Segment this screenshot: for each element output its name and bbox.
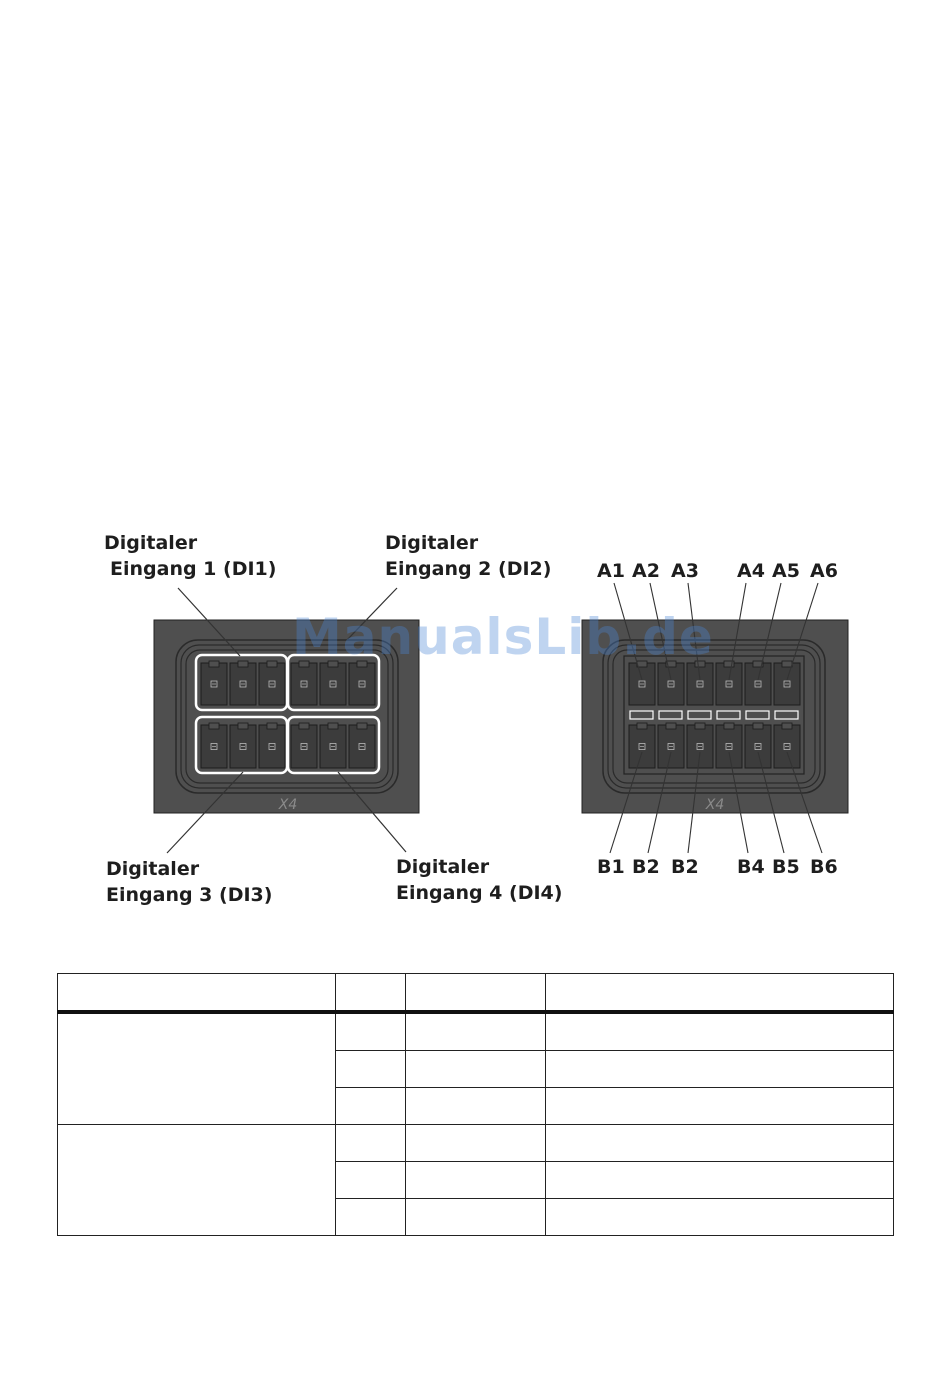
terminal-a6 bbox=[774, 661, 800, 705]
pin-label-a1: A1 bbox=[597, 560, 625, 582]
pin-label-a6: A6 bbox=[810, 560, 838, 582]
pin-label-b6: B6 bbox=[810, 856, 838, 878]
table-cell bbox=[336, 1162, 406, 1199]
table-header-cell bbox=[406, 974, 546, 1013]
terminal-bottom-3 bbox=[259, 723, 285, 768]
terminal-top-2 bbox=[230, 661, 256, 705]
terminal-top-3 bbox=[259, 661, 285, 705]
pin-label-a2: A2 bbox=[632, 560, 660, 582]
table-cell bbox=[336, 1125, 406, 1162]
table-cell bbox=[546, 1199, 894, 1236]
terminal-b6 bbox=[774, 723, 800, 768]
table-cell bbox=[406, 1199, 546, 1236]
terminal-bottom-1 bbox=[201, 723, 227, 768]
terminal-top-4 bbox=[291, 661, 317, 705]
terminal-bottom-4 bbox=[291, 723, 317, 768]
pin-label-b1: B1 bbox=[597, 856, 625, 878]
terminal-a4 bbox=[716, 661, 742, 705]
pin-label-a3: A3 bbox=[671, 560, 699, 582]
terminal-bottom-6 bbox=[349, 723, 375, 768]
table-cell bbox=[546, 1051, 894, 1088]
table-cell bbox=[406, 1162, 546, 1199]
terminal-b2 bbox=[658, 723, 684, 768]
pin-label-b2: B2 bbox=[632, 856, 660, 878]
table-header-cell bbox=[58, 974, 336, 1013]
right-connector-mark: X4 bbox=[705, 797, 725, 813]
pin-label-b4: B4 bbox=[737, 856, 765, 878]
terminal-b1 bbox=[629, 723, 655, 768]
pin-label-b5: B5 bbox=[772, 856, 800, 878]
table-cell bbox=[336, 1051, 406, 1088]
terminal-a1 bbox=[629, 661, 655, 705]
table-cell bbox=[546, 1088, 894, 1125]
label-di1-line2: Eingang 1 (DI1) bbox=[110, 558, 277, 580]
group-cell bbox=[58, 1012, 336, 1125]
table-cell bbox=[546, 1012, 894, 1051]
terminal-a2 bbox=[658, 661, 684, 705]
terminal-a5 bbox=[745, 661, 771, 705]
pin-label-b3: B2 bbox=[671, 856, 699, 878]
table-cell bbox=[336, 1088, 406, 1125]
table-cell bbox=[406, 1125, 546, 1162]
table-cell bbox=[546, 1162, 894, 1199]
terminal-b4 bbox=[716, 723, 742, 768]
table-cell bbox=[546, 1125, 894, 1162]
table-cell bbox=[406, 1088, 546, 1125]
terminal-bottom-2 bbox=[230, 723, 256, 768]
pin-label-a4: A4 bbox=[737, 560, 765, 582]
terminal-a3 bbox=[687, 661, 713, 705]
table-cell bbox=[406, 1051, 546, 1088]
terminal-top-6 bbox=[349, 661, 375, 705]
terminal-top-1 bbox=[201, 661, 227, 705]
table-cell bbox=[336, 1012, 406, 1051]
table-row bbox=[58, 1012, 894, 1051]
label-di2-line2: Eingang 2 (DI2) bbox=[385, 558, 552, 580]
label-di4-line2: Eingang 4 (DI4) bbox=[396, 882, 563, 904]
left-connector-mark: X4 bbox=[278, 797, 298, 813]
label-di4-line1: Digitaler bbox=[396, 856, 490, 878]
pin-assignment-table bbox=[57, 973, 894, 1236]
terminal-top-5 bbox=[320, 661, 346, 705]
terminal-b3 bbox=[687, 723, 713, 768]
label-di3-line2: Eingang 3 (DI3) bbox=[106, 884, 273, 906]
terminal-bottom-5 bbox=[320, 723, 346, 768]
table-header-cell bbox=[336, 974, 406, 1013]
table-header-cell bbox=[546, 974, 894, 1013]
table-cell bbox=[336, 1199, 406, 1236]
table-cell bbox=[406, 1012, 546, 1051]
terminal-b5 bbox=[745, 723, 771, 768]
table-header-row bbox=[58, 974, 894, 1013]
pin-label-a5: A5 bbox=[772, 560, 800, 582]
label-di3-line1: Digitaler bbox=[106, 858, 200, 880]
table-row bbox=[58, 1125, 894, 1162]
watermark: ManualsLib.de bbox=[292, 608, 714, 666]
label-di1-line1: Digitaler bbox=[104, 532, 198, 554]
label-di2-line1: Digitaler bbox=[385, 532, 479, 554]
group-cell bbox=[58, 1125, 336, 1236]
